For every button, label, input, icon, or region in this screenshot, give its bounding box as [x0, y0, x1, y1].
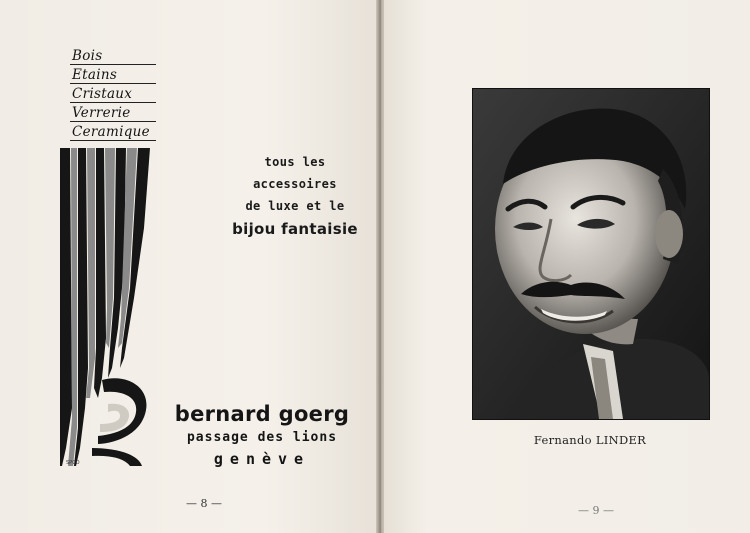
portrait-illustration: [473, 89, 709, 419]
tagline-line: de luxe et le: [245, 199, 345, 213]
brand-address: passage des lions: [186, 430, 338, 445]
page-number: — 8 —: [186, 497, 222, 510]
material-item: Bois: [72, 48, 103, 64]
tagline-line: bijou fantaisie: [232, 220, 358, 238]
tagline-block: [220, 151, 370, 241]
brand-city: genève: [213, 450, 311, 468]
materials-list: [72, 47, 162, 142]
underline-rule: [70, 140, 156, 141]
artist-signature: SPCO: [66, 460, 80, 466]
brand-name: bernard goerg: [174, 402, 350, 426]
underline-rule: [70, 64, 156, 65]
underline-rule: [70, 83, 156, 84]
photo-caption: Fernando LINDER: [533, 433, 647, 447]
page-number: — 9 —: [578, 504, 614, 517]
tagline-line: tous les accessoires: [253, 155, 337, 191]
portrait-photo: [472, 88, 710, 420]
material-item: Ceramique: [72, 124, 150, 140]
material-item: Cristaux: [72, 86, 133, 102]
material-item: Etains: [72, 67, 118, 83]
underline-rule: [70, 102, 156, 103]
brand-block: [162, 400, 362, 470]
art-deco-stripes-graphic: [58, 148, 168, 468]
underline-rule: [70, 121, 156, 122]
material-item: Verrerie: [72, 105, 131, 121]
